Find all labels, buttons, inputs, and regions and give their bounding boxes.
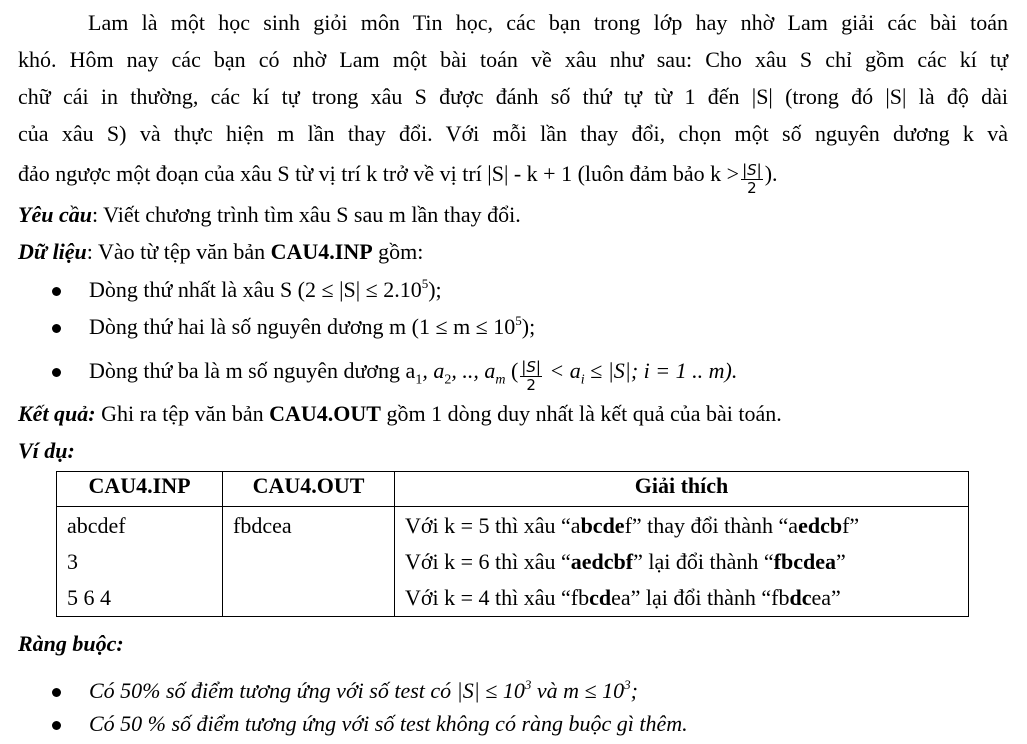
bullet-3-sep: , .., a bbox=[451, 358, 496, 383]
output-label: Kết quả: bbox=[18, 401, 96, 426]
expl-text: Với k = 6 thì xâu “ bbox=[405, 549, 571, 574]
bullet-icon bbox=[52, 287, 61, 296]
bullet-3-after: < a bbox=[543, 358, 581, 383]
output-cell bbox=[223, 507, 395, 617]
input-cell-line: 5 6 4 bbox=[67, 585, 111, 610]
expl-text: ” bbox=[835, 549, 846, 574]
bullet-text bbox=[89, 313, 535, 341]
input-filename: CAU4.INP bbox=[270, 239, 373, 264]
table-header: Giải thích bbox=[395, 472, 969, 507]
bullet-3-sep: , a bbox=[422, 358, 445, 383]
example-table bbox=[56, 471, 969, 617]
expl-text: Với k = 5 thì xâu “a bbox=[405, 513, 581, 538]
input-cell bbox=[57, 507, 223, 617]
intro-line-3: chữ cái in thường, các kí tự trong xâu S được đánh số thứ tự từ 1 đến |S| (trong đó |S| là độ dài bbox=[18, 84, 1008, 109]
exponent: 3 bbox=[524, 676, 532, 692]
input-cell-line: abcdef bbox=[67, 513, 126, 538]
table-header: CAU4.INP bbox=[57, 472, 223, 507]
input-label: Dữ liệu bbox=[18, 239, 87, 264]
fraction-denominator: 2 bbox=[526, 376, 536, 394]
bullet-icon bbox=[52, 368, 61, 377]
constraint-2-text: Có 50 % số điểm tương ứng với số test không có ràng buộc gì thêm. bbox=[89, 711, 688, 736]
expl-bold: cd bbox=[589, 585, 612, 610]
expl-bold: aedcbf bbox=[570, 549, 634, 574]
explanation-line bbox=[405, 544, 958, 580]
expl-text: f” bbox=[842, 513, 860, 538]
intro-line-1: Lam là một học sinh giỏi môn Tin học, các bạn trong lớp hay nhờ Lam giải các bài toán bbox=[88, 10, 1008, 35]
bullet-icon bbox=[52, 721, 61, 730]
input-line bbox=[18, 238, 423, 266]
requirement-line bbox=[18, 201, 521, 229]
expl-text: f” thay đổi thành “a bbox=[624, 513, 799, 538]
expl-text: ” lại đổi thành “ bbox=[633, 549, 774, 574]
output-text: Ghi ra tệp văn bản bbox=[95, 401, 270, 426]
expl-bold: edcb bbox=[798, 513, 843, 538]
table-row bbox=[57, 507, 969, 617]
requirement-label: Yêu cầu bbox=[18, 202, 92, 227]
half-length-fraction bbox=[741, 162, 763, 197]
explanation-line bbox=[405, 508, 958, 544]
input-text: : Vào từ tệp văn bản bbox=[86, 239, 271, 264]
intro-line-5 bbox=[18, 160, 778, 197]
intro-line-5-text: đảo ngược một đoạn của xâu S từ vị trí k trở về vị trí |S| - k + 1 (luôn đảm bảo k > bbox=[18, 161, 740, 186]
expl-bold: dc bbox=[789, 585, 812, 610]
intro-line-5-end: ). bbox=[764, 161, 778, 186]
exponent: 5 bbox=[421, 275, 429, 291]
expl-bold: bcde bbox=[580, 513, 625, 538]
constraint-1-text: Có 50% số điểm tương ứng với số test có |S| ≤ 10 bbox=[89, 678, 525, 703]
bullet-2-text: Dòng thứ hai là số nguyên dương m (1 ≤ m ≤ 10 bbox=[89, 314, 516, 339]
output-text-end: gồm 1 dòng duy nhất là kết quả của bài toán. bbox=[380, 401, 782, 426]
table-header: CAU4.OUT bbox=[223, 472, 395, 507]
intro-line-2: khó. Hôm nay các bạn có nhờ Lam một bài toán về xâu như sau: Cho xâu S chỉ gồm các kí tự bbox=[18, 47, 1008, 72]
constraint-1-text: và m ≤ 10 bbox=[531, 678, 625, 703]
table-header-row bbox=[57, 472, 969, 507]
output-filename: CAU4.OUT bbox=[269, 401, 381, 426]
bullet-3-end: ≤ |S|; i = 1 .. m). bbox=[584, 358, 738, 383]
bullet-1-text: Dòng thứ nhất là xâu S (2 ≤ |S| ≤ 2.10 bbox=[89, 277, 422, 302]
bullet-text bbox=[89, 276, 442, 304]
expl-text: ea” bbox=[811, 585, 841, 610]
fraction-numerator: |S| bbox=[742, 161, 762, 179]
example-label: Ví dụ: bbox=[18, 438, 75, 463]
exponent: 5 bbox=[515, 312, 522, 328]
bullet-icon bbox=[52, 688, 61, 697]
constraints-label: Ràng buộc: bbox=[18, 631, 124, 656]
output-cell-line: fbdcea bbox=[233, 513, 292, 538]
bullet-1-end: ); bbox=[428, 277, 442, 302]
intro-line-4: của xâu S) và thực hiện m lần thay đổi. Với mỗi lần thay đổi, chọn một số nguyên dương k và bbox=[18, 121, 1008, 146]
bullet-3-open: ( bbox=[505, 358, 519, 383]
bullet-icon bbox=[52, 324, 61, 333]
bullet-3-text: Dòng thứ ba là m số nguyên dương a bbox=[89, 358, 416, 383]
fraction-denominator: 2 bbox=[747, 179, 757, 197]
fraction-numerator: |S| bbox=[521, 358, 541, 376]
subscript: m bbox=[495, 372, 506, 388]
bullet-2-end: ); bbox=[521, 314, 536, 339]
constraint-1-end: ; bbox=[630, 678, 638, 703]
expl-bold: fbcdea bbox=[773, 549, 836, 574]
output-line bbox=[18, 400, 782, 428]
bullet-text bbox=[89, 357, 737, 394]
input-text-end: gồm: bbox=[372, 239, 424, 264]
subscript: 2 bbox=[444, 372, 452, 388]
input-cell-line: 3 bbox=[67, 549, 78, 574]
subscript: i bbox=[580, 372, 585, 388]
half-length-fraction bbox=[520, 359, 542, 394]
requirement-text: : Viết chương trình tìm xâu S sau m lần thay đổi. bbox=[91, 202, 521, 227]
expl-text: ea” lại đổi thành “fb bbox=[611, 585, 790, 610]
exponent: 3 bbox=[624, 676, 631, 692]
explanation-line bbox=[405, 580, 958, 616]
expl-text: Với k = 4 thì xâu “fb bbox=[405, 585, 590, 610]
explanation-cell bbox=[395, 507, 969, 617]
subscript: 1 bbox=[415, 372, 423, 388]
bullet-text bbox=[89, 677, 638, 705]
